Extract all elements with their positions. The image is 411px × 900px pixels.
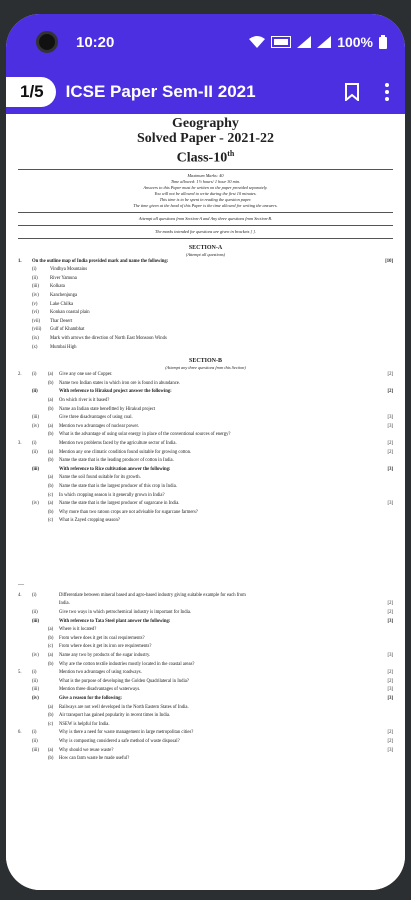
divider bbox=[18, 169, 393, 170]
map-item: (x) Mumbai High bbox=[32, 344, 77, 350]
question-line: (iii) (a) Why should we reuse waste? [3] bbox=[32, 747, 393, 753]
question-line: (b) Name the state that is the largest producer of this crop in India. bbox=[48, 483, 177, 489]
question-1: 1. On the outline map of India provided mark and name the following: [10] bbox=[18, 258, 393, 264]
volte-icon bbox=[271, 36, 291, 48]
question-line: (b) What is the advantage of using solar energy in place of the conventional sources of energy? bbox=[48, 432, 231, 438]
question-line: (c) NSEW is helpful for India. bbox=[48, 721, 110, 727]
signal-icon bbox=[297, 36, 311, 48]
section-a-items bbox=[18, 266, 393, 352]
section-a-heading: SECTION-A bbox=[188, 244, 223, 251]
map-item: (iii) Kolkata bbox=[32, 284, 65, 290]
map-item: (ix) Mark with arrows the direction of North East Monsoon Winds bbox=[32, 336, 167, 341]
document-page[interactable] bbox=[6, 114, 405, 890]
question-line: (iii) With reference to Rice cultivation answer the following: [3] bbox=[32, 466, 393, 472]
instruction-line: This time is to be spent in reading the question paper. bbox=[159, 196, 252, 202]
page-break-mark: — bbox=[18, 581, 24, 588]
more-vert-icon[interactable] bbox=[385, 83, 389, 101]
question-line: (ii) Why is composting considered a safe method of waste disposal? [2] bbox=[32, 738, 393, 744]
instructions-block bbox=[18, 173, 393, 209]
question-line: (iii) Give three disadvantages of using coal. [3] bbox=[32, 415, 393, 421]
map-item: (v) Lake Chilka bbox=[32, 301, 74, 307]
question-line: (iv) (a) Name the state that is the largest producer of sugarcane in India. [3] bbox=[32, 501, 393, 507]
battery-icon bbox=[379, 35, 387, 49]
question-line: (ii) (a) Mention any one climatic condition found suitable for growing cotton. [2] bbox=[32, 449, 393, 455]
app-title: ICSE Paper Sem-II 2021 bbox=[65, 82, 256, 101]
section-b-heading: SECTION-B bbox=[188, 358, 222, 365]
instruction-line: Answers to this Paper must be written on the paper provided separately. bbox=[143, 184, 268, 190]
question-line: (a) Name the soil found suitable for its growth. bbox=[48, 475, 141, 481]
question-line: 3. (i) Mention two problems faced by the agriculture sector of India. [2] bbox=[18, 440, 393, 446]
question-line: (b) Why are the cotton textile industries mostly located in the coastal areas? bbox=[48, 661, 195, 667]
wifi-icon bbox=[249, 36, 265, 48]
doc-subject: Geography bbox=[172, 116, 239, 131]
question-line: 5. (i) Mention two advantages of using roadways. [2] bbox=[18, 670, 393, 676]
marks-note: The marks intended for questions are given in brackets [ ]. bbox=[155, 228, 256, 234]
question-line: India. [2] bbox=[59, 601, 393, 607]
question-line: (c) In which cropping season is it generally grown in India? bbox=[48, 492, 165, 498]
question-line: (b) Name two Indian states in which iron ore is found in abundance. bbox=[48, 380, 181, 386]
map-item: (vii) Thar Desert bbox=[32, 318, 73, 324]
battery-percent: 100% bbox=[337, 34, 373, 50]
question-line: (a) Railways are not well developed in the North Eastern States of India. bbox=[48, 704, 189, 710]
section-b-questions-continued bbox=[18, 592, 393, 764]
question-line: (b) Name an Indian state benefitted by Hirakud project bbox=[48, 406, 156, 412]
app-actions bbox=[345, 83, 405, 101]
question-line: (iii) With reference to Tata Steel plant answer the following: [3] bbox=[32, 618, 393, 624]
instruction-line: Maximum Marks: 40 bbox=[187, 172, 224, 178]
map-item: (ii) River Yamuna bbox=[32, 275, 77, 281]
question-line: (iv) (a) Name any two by products of the sugar industry. [3] bbox=[32, 653, 393, 659]
section-a-sub: (Attempt all questions) bbox=[185, 251, 226, 257]
instruction-line: You will not be allowed to write during the first 10 minutes. bbox=[154, 190, 257, 196]
map-item: (vi) Konkan coastal plain bbox=[32, 310, 90, 316]
question-line: (c) From where does it get its iron ore requirements? bbox=[48, 644, 152, 650]
map-item: (i) Vindhya Mountains bbox=[32, 267, 88, 273]
signal-icon-2 bbox=[317, 36, 331, 48]
question-line: 4. (i) Differentiate between mineral based and agro-based industry giving suitable example for each from bbox=[18, 592, 246, 598]
section-b-questions bbox=[18, 371, 393, 526]
question-line: (iv) Give a reason for the following: [3] bbox=[32, 696, 393, 701]
question-line: (ii) With reference to Hirakud project answer the following: [2] bbox=[32, 389, 393, 395]
question-line: (c) What is Zayed cropping season? bbox=[48, 518, 120, 524]
section-b-sub: (Attempt any three questions from this Section) bbox=[165, 365, 246, 371]
doc-class: Class-10th bbox=[176, 149, 235, 166]
status-bar bbox=[6, 14, 405, 70]
page-indicator[interactable]: 1/5 bbox=[6, 77, 56, 107]
question-line: 6. (i) Why is there a need for waste management in large metropolitan cities? [2] bbox=[18, 730, 393, 736]
map-item: (iv) Kanchenjunga bbox=[32, 293, 78, 299]
question-line: (a) On which river is it based? bbox=[48, 397, 110, 403]
bookmark-icon[interactable] bbox=[345, 83, 359, 101]
divider bbox=[18, 238, 393, 239]
question-line: (b) From where does it get its coal requirements? bbox=[48, 635, 145, 641]
instruction-line: Time allowed: 1½ hours/ 1 hour 30 min. bbox=[170, 178, 241, 184]
divider bbox=[18, 225, 393, 226]
screen bbox=[6, 14, 405, 890]
question-line: (b) Air transport has gained popularity in recent times in India. bbox=[48, 713, 171, 719]
question-line: (ii) What is the purpose of developing the Golden Quadrilateral in India? [2] bbox=[32, 678, 393, 684]
status-time: 10:20 bbox=[76, 33, 115, 51]
question-line: (iv) (a) Mention two advantages of nuclear power. [3] bbox=[32, 423, 393, 429]
divider bbox=[18, 212, 393, 213]
status-icons bbox=[249, 34, 387, 50]
question-line: (ii) Give two ways in which petrochemical industry is important for India. [2] bbox=[32, 610, 393, 616]
camera-cutout bbox=[36, 31, 58, 53]
doc-subtitle: Solved Paper - 2021-22 bbox=[136, 131, 274, 146]
page-gap bbox=[18, 526, 393, 572]
question-line: (a) Where is it located? bbox=[48, 627, 97, 633]
question-line: (b) Why more than two ratoon crops are not advisable for sugarcane farmers? bbox=[48, 509, 198, 515]
attempt-note: Attempt all questions from Section-A and Any three questions from Section-B. bbox=[138, 215, 273, 221]
instruction-line: The time given at the head of this Paper is the time allowed for writing the answers. bbox=[133, 202, 278, 208]
question-line: 2. (i) (a) Give any one use of Copper. [2] bbox=[18, 372, 393, 378]
app-bar bbox=[6, 70, 405, 114]
map-item: (viii) Gulf of Khambhat bbox=[32, 327, 85, 333]
question-line: (b) How can farm waste be made useful? bbox=[48, 756, 130, 762]
question-line: (iii) Mention three disadvantages of waterways. [3] bbox=[32, 687, 393, 693]
question-line: (b) Name the state that is the leading producer of cotton in India. bbox=[48, 458, 174, 464]
